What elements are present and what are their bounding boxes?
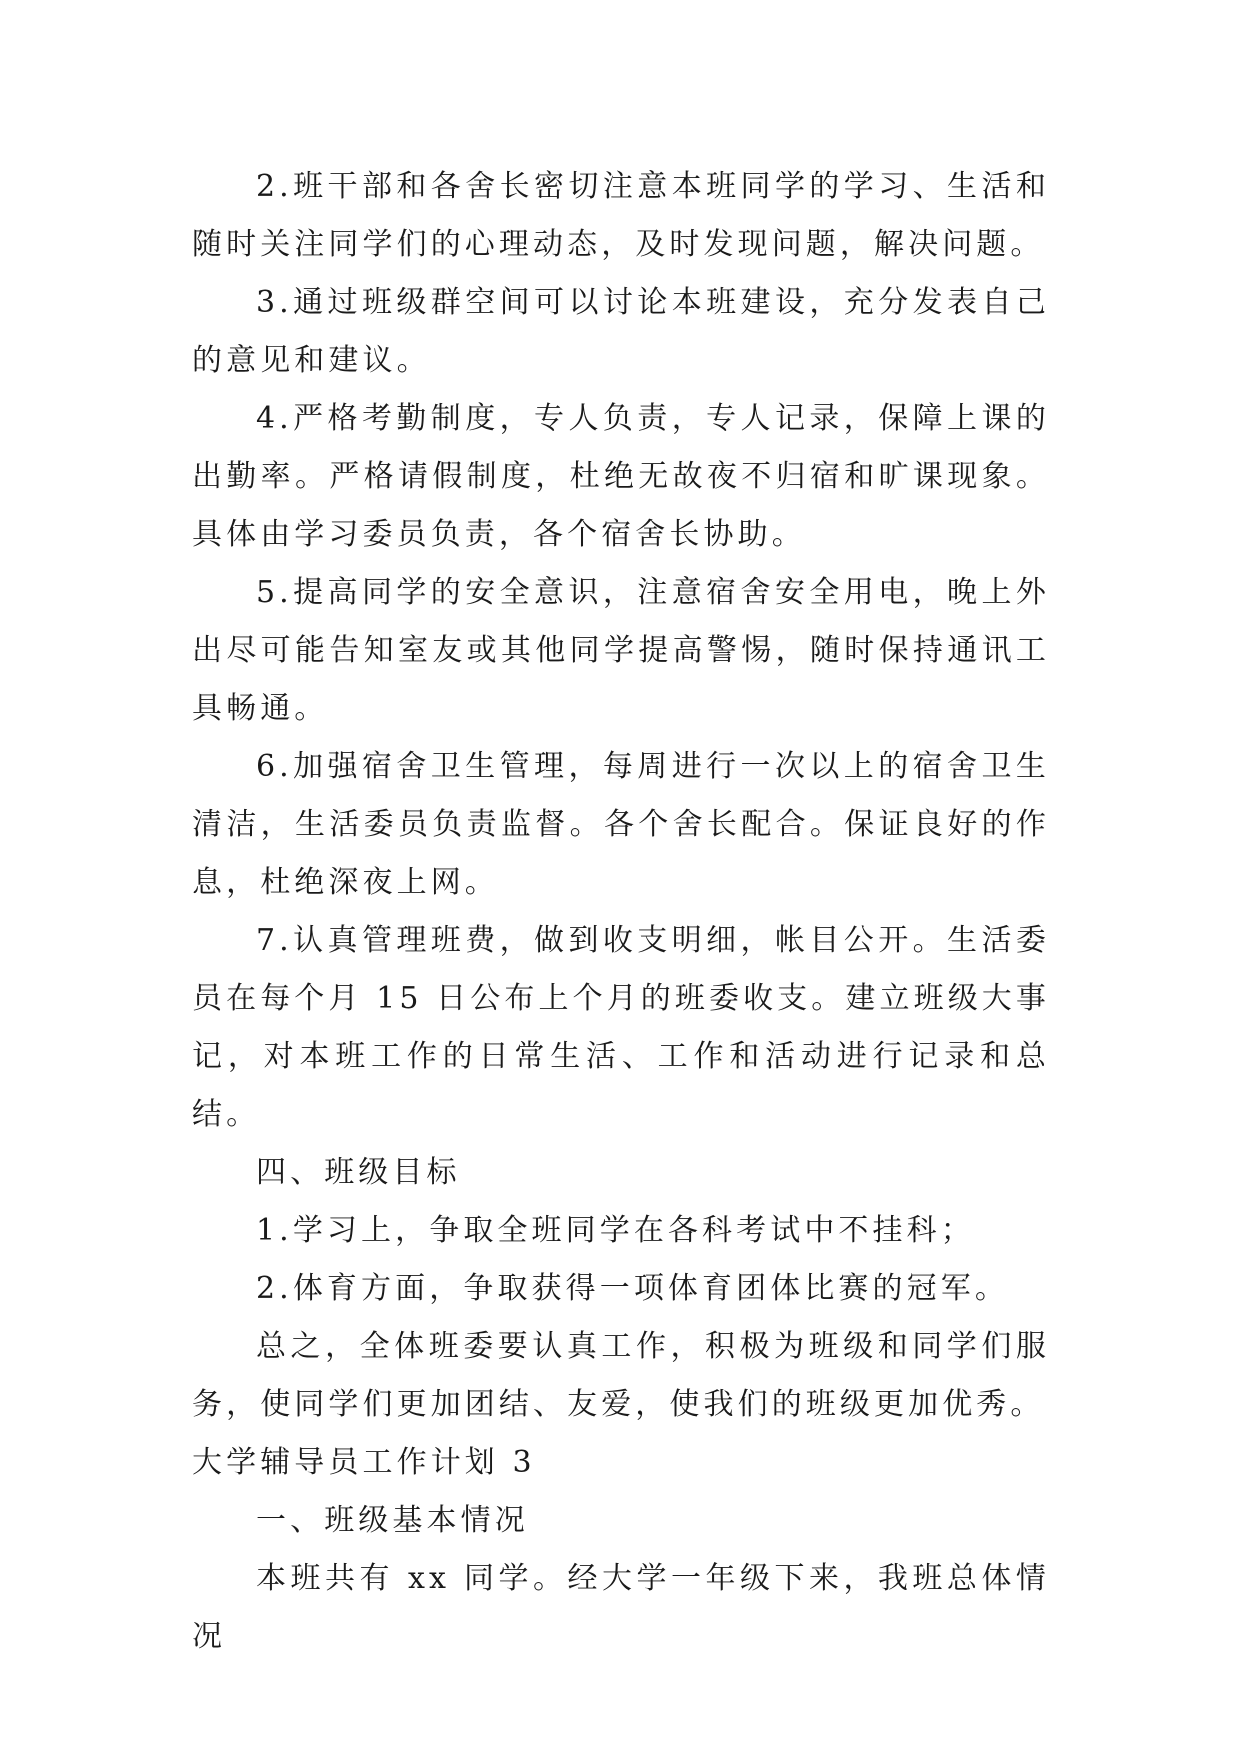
paragraph-item-6: 6.加强宿舍卫生管理，每周进行一次以上的宿舍卫生清洁，生活委员负责监督。各个舍长配合。保证良好的作息，杜绝深夜上网。: [192, 749, 1050, 900]
paragraph-item-3: 3.通过班级群空间可以讨论本班建设，充分发表自己的意见和建议。: [192, 285, 1050, 378]
document-page: [192, 158, 1050, 1666]
goal-item-2: 2.体育方面，争取获得一项体育团体比赛的冠军。: [256, 1271, 1009, 1306]
document-section-title: 大学辅导员工作计划 3: [192, 1445, 536, 1480]
paragraph-item-2: 2.班干部和各舍长密切注意本班同学的学习、生活和随时关注同学们的心理动态，及时发现问题，解决问题。: [192, 169, 1050, 262]
paragraph-item-4: 4.严格考勤制度，专人负责，专人记录，保障上课的出勤率。严格请假制度，杜绝无故夜不归宿和旷课现象。具体由学习委员负责，各个宿舍长协助。: [192, 401, 1050, 552]
summary-paragraph: 总之，全体班委要认真工作，积极为班级和同学们服务，使同学们更加团结、友爱，使我们的班级更加优秀。: [192, 1329, 1050, 1422]
goal-item-1: 1.学习上，争取全班同学在各科考试中不挂科；: [256, 1213, 975, 1248]
class-info-paragraph: 本班共有 xx 同学。经大学一年级下来，我班总体情况: [192, 1561, 1050, 1654]
section-heading-class-info: 一、班级基本情况: [256, 1503, 529, 1538]
paragraph-item-7: 7.认真管理班费，做到收支明细，帐目公开。生活委员在每个月 15 日公布上个月的班委收支。建立班级大事记，对本班工作的日常生活、工作和活动进行记录和总结。: [192, 923, 1050, 1132]
paragraph-item-5: 5.提高同学的安全意识，注意宿舍安全用电，晚上外出尽可能告知室友或其他同学提高警惕，随时保持通讯工具畅通。: [192, 575, 1050, 726]
section-heading-goals: 四、班级目标: [256, 1155, 461, 1190]
